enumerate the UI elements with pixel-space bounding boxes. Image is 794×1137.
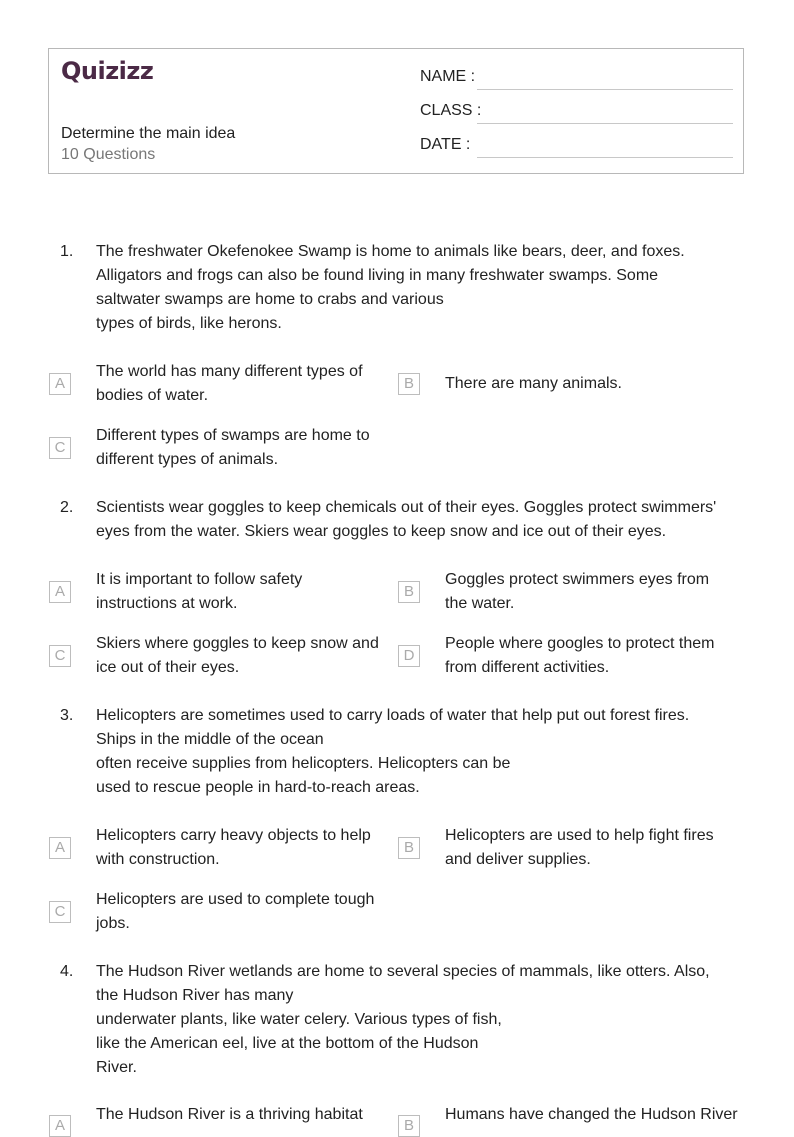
worksheet-title: Determine the main idea	[61, 125, 236, 142]
option-a-text	[96, 824, 396, 872]
option-line: Helicopters carry heavy objects to help	[96, 827, 371, 844]
option-line: Humans have changed the Hudson River	[445, 1106, 738, 1123]
option-a-box[interactable]: A	[49, 581, 71, 603]
question-line: eyes from the water. Skiers wear goggles to keep snow and ice out of their eyes.	[96, 523, 667, 540]
question-number: 1.	[60, 243, 74, 260]
question-number: 4.	[60, 963, 74, 980]
question-line: Scientists wear goggles to keep chemicals out of their eyes. Goggles protect swimmers'	[96, 499, 717, 516]
question-line: underwater plants, like water celery. Various types of fish,	[96, 1011, 502, 1028]
question-text	[96, 496, 746, 544]
option-c-text	[96, 888, 396, 936]
option-b-box[interactable]: B	[398, 1115, 420, 1137]
option-a-text	[96, 360, 396, 408]
option-b-text	[445, 568, 745, 616]
question-line: the Hudson River has many	[96, 987, 294, 1004]
option-a-box[interactable]: A	[49, 1115, 71, 1137]
date-line	[477, 157, 733, 158]
option-b-text	[445, 824, 745, 872]
option-b-text	[445, 1103, 745, 1127]
option-line: The Hudson River is a thriving habitat	[96, 1106, 363, 1123]
question-line: like the American eel, live at the bottom of the Hudson	[96, 1035, 479, 1052]
option-line: Skiers where goggles to keep snow and	[96, 635, 379, 652]
option-line: different types of animals.	[96, 451, 279, 468]
name-line	[477, 89, 733, 90]
option-line: and deliver supplies.	[445, 851, 591, 868]
question-number: 2.	[60, 499, 74, 516]
option-a-box[interactable]: A	[49, 837, 71, 859]
option-c-box[interactable]: C	[49, 645, 71, 667]
question-line: River.	[96, 1059, 137, 1076]
question-line: Helicopters are sometimes used to carry loads of water that help put out forest fires.	[96, 707, 690, 724]
option-line: There are many animals.	[445, 375, 622, 392]
option-b-box[interactable]: B	[398, 581, 420, 603]
question-line: The freshwater Okefenokee Swamp is home to animals like bears, deer, and foxes.	[96, 243, 685, 260]
option-line: with construction.	[96, 851, 220, 868]
question-line: Alligators and frogs can also be found living in many freshwater swamps. Some	[96, 267, 659, 284]
option-d-box[interactable]: D	[398, 645, 420, 667]
option-c-box[interactable]: C	[49, 437, 71, 459]
option-line: People where googles to protect them	[445, 635, 715, 652]
option-c-text	[96, 632, 396, 680]
question-line: often receive supplies from helicopters. Helicopters can be	[96, 755, 511, 772]
option-line: jobs.	[96, 915, 130, 932]
option-line: the water.	[445, 595, 515, 612]
question-count: 10 Questions	[61, 146, 156, 163]
option-line: from different activities.	[445, 659, 610, 676]
question-line: The Hudson River wetlands are home to several species of mammals, like otters. Also,	[96, 963, 710, 980]
option-line: It is important to follow safety	[96, 571, 303, 588]
option-line: Different types of swamps are home to	[96, 427, 370, 444]
question-text	[96, 240, 746, 336]
option-b-text	[445, 372, 745, 396]
option-line: Goggles protect swimmers eyes from	[445, 571, 710, 588]
question-line: saltwater swamps are home to crabs and various	[96, 291, 444, 308]
class-line	[477, 123, 733, 124]
name-label: NAME :	[420, 68, 476, 85]
option-line: Helicopters are used to help fight fires	[445, 827, 714, 844]
option-d-text	[445, 632, 745, 680]
date-label: DATE :	[420, 136, 471, 153]
question-line: used to rescue people in hard-to-reach areas.	[96, 779, 420, 796]
quizizz-logo: Quizizz	[61, 57, 154, 85]
option-line: The world has many different types of	[96, 363, 363, 380]
option-a-box[interactable]: A	[49, 373, 71, 395]
option-c-box[interactable]: C	[49, 901, 71, 923]
worksheet-header	[48, 48, 744, 174]
option-a-text	[96, 1103, 396, 1127]
question-line: types of birds, like herons.	[96, 315, 282, 332]
option-b-box[interactable]: B	[398, 837, 420, 859]
option-a-text	[96, 568, 396, 616]
question-number: 3.	[60, 707, 74, 724]
option-line: ice out of their eyes.	[96, 659, 240, 676]
option-line: instructions at work.	[96, 595, 238, 612]
option-line: bodies of water.	[96, 387, 209, 404]
option-b-box[interactable]: B	[398, 373, 420, 395]
question-line: Ships in the middle of the ocean	[96, 731, 324, 748]
class-label: CLASS :	[420, 102, 482, 119]
option-c-text	[96, 424, 396, 472]
question-text	[96, 704, 746, 800]
question-text	[96, 960, 746, 1080]
option-line: Helicopters are used to complete tough	[96, 891, 375, 908]
